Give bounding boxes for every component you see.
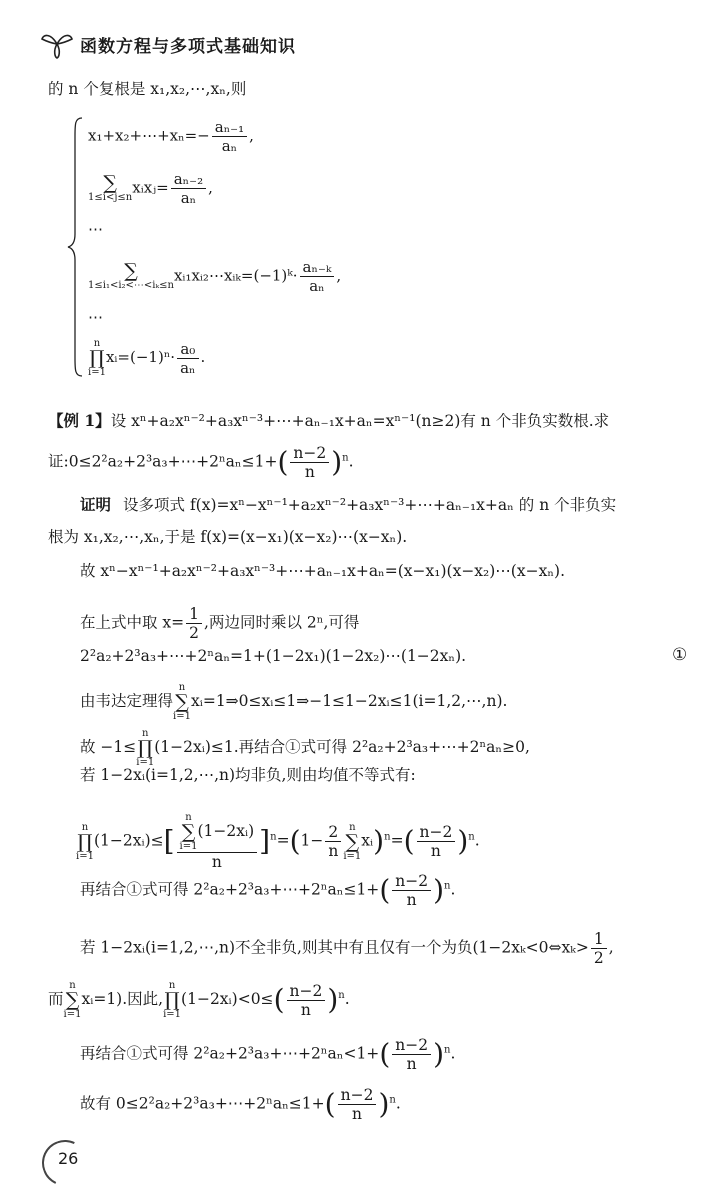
equation-marker: ①: [672, 645, 688, 665]
example-label: 【例 1】: [48, 411, 111, 430]
proof-line-3: 故 xⁿ−xⁿ⁻¹+a₂xⁿ⁻²+a₃xⁿ⁻³+⋯+aₙ₋₁x+aₙ=(x−x₁)(x−x₂)⋯(x−xₙ).: [80, 562, 566, 580]
running-header: [40, 28, 296, 60]
intro-text: 的 n 个复根是 x₁,x₂,⋯,xₙ,则: [48, 80, 247, 98]
fraction: $\frac{n-2}{n}$: [338, 1086, 377, 1123]
proof-line-5: 2²a₂+2³a₃+⋯+2ⁿaₙ=1+(1−2x₁)(1−2x₂)⋯(1−2xₙ).: [80, 647, 467, 665]
fraction: $\frac{n-2}{n}$: [392, 1036, 431, 1073]
product-operator: n ∏ i=1: [76, 821, 94, 862]
fraction: $\frac{\text{a₀}}{\text{aₙ}}$: [177, 340, 198, 377]
proof-line-13: 再结合①式可得 2²a₂+2³a₃+⋯+2ⁿaₙ<1+( $\frac{n-2}{n}$ )$^n$.: [80, 1036, 456, 1073]
fraction: $\frac{n-2}{n}$: [392, 872, 431, 909]
proof-line-4: 在上式中取 x= $\frac{1}{2}$ ,两边同时乘以 2ⁿ,可得: [80, 605, 360, 642]
page-number: 26: [42, 1140, 88, 1178]
proof-line-8: 若 1−2xᵢ(i=1,2,⋯,n)均非负,则由均值不等式有:: [80, 766, 416, 784]
proof-line-7: 故 −1≤n ∏ i=1(1−2xᵢ)≤1.再结合①式可得 2²a₂+2³a₃+⋯+2ⁿaₙ≥0,: [80, 728, 530, 768]
fraction: $\frac{1}{2}$: [591, 930, 607, 967]
example-line-2: 证:0≤2²a₂+2³a₃+⋯+2ⁿaₙ≤1+( $\frac{n-2}{n}$ )$^n$.: [48, 444, 354, 481]
proof-label: 证明: [80, 496, 112, 514]
proof-line-6: 由韦达定理得n ∑ i=1xᵢ=1⇒0≤xᵢ≤1⇒−1≤1−2xᵢ≤1(i=1,2,⋯,n).: [80, 682, 508, 722]
vieta-line-4: ∑ 1≤i₁<i₂<⋯<iₖ≤nxᵢ₁xᵢ₂⋯xᵢₖ=(−1)ᵏ· $\frac{\text{aₙ₋ₖ}}{\text{aₙ}}$ ,: [88, 258, 342, 295]
proof-line-11: 若 1−2xᵢ(i=1,2,⋯,n)不全非负,则其中有且仅有一个为负(1−2xₖ<0⇔xₖ> $\frac{1}{2}$ ,: [80, 930, 614, 967]
proof-line-2: 根为 x₁,x₂,⋯,xₙ,于是 f(x)=(x−x₁)(x−x₂)⋯(x−xₙ).: [48, 528, 408, 546]
vieta-line-1: x₁+x₂+⋯+xₙ=− $\frac{\text{aₙ₋₁}}{\text{aₙ}}$ ,: [88, 118, 254, 155]
example-line-1: 【例 1】设 xⁿ+a₂xⁿ⁻²+a₃xⁿ⁻³+⋯+aₙ₋₁x+aₙ=xⁿ⁻¹(n≥2)有 n 个非负实数根.求: [48, 411, 610, 430]
sum-operator: ∑ 1≤i<j≤n: [88, 172, 133, 203]
product-operator: n ∏ i=1: [163, 980, 182, 1020]
sum-operator: ∑ 1≤i₁<i₂<⋯<iₖ≤n: [88, 260, 174, 291]
vieta-line-5: ⋯: [88, 308, 103, 326]
fraction: $\frac{n-2}{n}$: [290, 444, 329, 481]
fraction: $\frac{2}{n}$: [325, 823, 341, 860]
proof-line-10: 再结合①式可得 2²a₂+2³a₃+⋯+2ⁿaₙ≤1+( $\frac{n-2}{n}$ )$^n$.: [80, 872, 456, 909]
proof-line-1: 证明 设多项式 f(x)=xⁿ−xⁿ⁻¹+a₂xⁿ⁻²+a₃xⁿ⁻³+⋯+aₙ₋₁x+aₙ 的 n 个非负实: [80, 496, 617, 514]
proof-line-9: n ∏ i=1(1−2xᵢ)≤[ n ∑ i=1(1−2xᵢ) n ]$^n$=(1− $\frac{2}{n}$ n ∑ i=1xᵢ)$^n$=( $\frac{n-2}{n}$ )$^n$.: [76, 812, 480, 871]
vieta-line-3: ⋯: [88, 220, 103, 238]
proof-line-14: 故有 0≤2²a₂+2³a₃+⋯+2ⁿaₙ≤1+( $\frac{n-2}{n}$ )$^n$.: [80, 1086, 401, 1123]
proof-line-12: 而n ∑ i=1xᵢ=1).因此,n ∏ i=1(1−2xᵢ)<0≤( $\frac{n-2}{n}$ )$^n$.: [48, 980, 350, 1020]
fraction: n ∑ i=1(1−2xᵢ) n: [177, 812, 258, 871]
sum-operator: n ∑ i=1: [343, 821, 362, 862]
left-brace: [66, 116, 86, 378]
fraction: $\frac{1}{2}$: [186, 605, 202, 642]
fraction: $\frac{\text{aₙ₋ₖ}}{\text{aₙ}}$: [300, 258, 335, 295]
sum-operator: n ∑ i=1: [179, 812, 198, 852]
vieta-line-2: ∑ 1≤i<j≤nxᵢxⱼ= $\frac{\text{aₙ₋₂}}{\text{aₙ}}$ ,: [88, 170, 213, 207]
vieta-line-6: n ∏ i=1xᵢ=(−1)ⁿ· $\frac{\text{a₀}}{\text{aₙ}}$ .: [88, 338, 206, 378]
fraction: $\frac{\text{aₙ₋₁}}{\text{aₙ}}$: [212, 118, 247, 155]
product-operator: n ∏ i=1: [136, 728, 155, 768]
sum-operator: n ∑ i=1: [63, 980, 82, 1020]
sum-operator: n ∑ i=1: [173, 682, 191, 722]
tri-petal-logo-icon: [40, 29, 74, 59]
fraction: $\frac{\text{aₙ₋₂}}{\text{aₙ}}$: [171, 170, 206, 207]
fraction: $\frac{n-2}{n}$: [287, 982, 326, 1019]
header-title: 函数方程与多项式基础知识: [80, 36, 296, 57]
product-operator: n ∏ i=1: [88, 338, 106, 378]
fraction: $\frac{n-2}{n}$: [417, 823, 456, 860]
